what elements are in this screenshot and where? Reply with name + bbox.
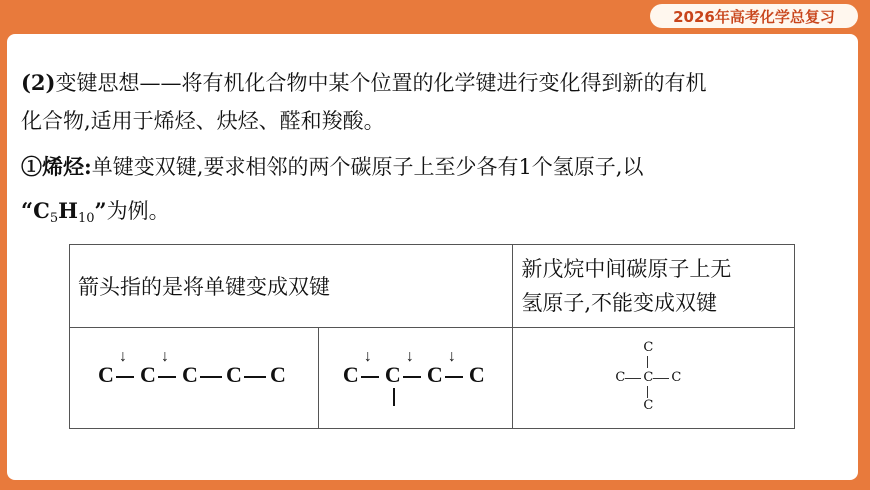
structure-cell-isopentane	[318, 328, 513, 429]
table-structure-row	[70, 328, 795, 429]
atom-c1: C	[342, 362, 359, 387]
arrow-3: ↓	[447, 348, 456, 365]
atom-right: C	[671, 370, 682, 385]
bond-2	[158, 376, 176, 378]
arrow-2: ↓	[161, 348, 169, 365]
bond-1	[361, 376, 379, 378]
paragraph-4	[21, 192, 170, 238]
atom-c4: C	[226, 362, 242, 387]
quote-close: ”	[94, 198, 107, 223]
header-cell-left: 箭头指的是将单键变成双键	[70, 245, 513, 328]
quote-open: “	[21, 198, 34, 223]
atom-c1: C	[98, 362, 114, 387]
arrow-1: ↓	[119, 348, 127, 365]
paragraph-3	[21, 148, 643, 186]
atom-left: C	[615, 370, 626, 385]
bond-3	[200, 376, 222, 378]
arrow-2: ↓	[405, 348, 414, 365]
table-header-row	[70, 245, 795, 328]
atom-bottom: C	[643, 398, 654, 413]
bond-4	[244, 376, 266, 378]
formula-c: C	[33, 198, 50, 223]
content-card	[7, 34, 858, 480]
atom-c2: C	[140, 362, 156, 387]
course-badge: 2026年高考化学总复习	[650, 4, 858, 28]
bond-bottom	[647, 386, 648, 398]
formula-h: H	[58, 198, 78, 223]
bond-2	[403, 376, 421, 378]
header-right-line2: 氢原子,不能变成双键	[521, 291, 718, 315]
structure-cell-pentane	[70, 328, 319, 429]
atom-c2: C	[384, 362, 401, 387]
atom-center: C	[643, 370, 654, 385]
bond-left	[625, 378, 641, 379]
paragraph-4-text: 为例。	[106, 199, 170, 223]
bond-1	[116, 376, 134, 378]
arrow-1: ↓	[363, 348, 372, 365]
neopentane-structure	[513, 328, 789, 428]
formula-c-sub: 5	[49, 211, 59, 226]
example-table	[69, 244, 795, 429]
formula-h-sub: 10	[77, 211, 95, 226]
branch-bond	[393, 388, 395, 406]
paragraph-1-text: 变键思想——将有机化合物中某个位置的化学键进行变化得到新的有机	[55, 71, 707, 95]
section-label: (2)	[21, 70, 56, 95]
atom-c3: C	[426, 362, 443, 387]
structure-cell-neopentane	[513, 328, 795, 429]
alkene-label: ①烯烃:	[21, 154, 92, 179]
paragraph-3-text: 单键变双键,要求相邻的两个碳原子上至少各有1个氢原子,以	[91, 155, 644, 179]
bond-3	[445, 376, 463, 378]
atom-c4: C	[468, 362, 485, 387]
atom-c3: C	[182, 362, 198, 387]
header-cell-right	[513, 245, 795, 328]
bond-right	[653, 378, 669, 379]
atom-c5: C	[270, 362, 286, 387]
paragraph-2: 化合物,适用于烯烃、炔烃、醛和羧酸。	[21, 109, 385, 133]
header-right-line1: 新戊烷中间碳原子上无	[521, 257, 732, 281]
bond-top	[647, 356, 648, 368]
atom-top: C	[643, 340, 654, 355]
paragraph-1	[21, 64, 706, 102]
